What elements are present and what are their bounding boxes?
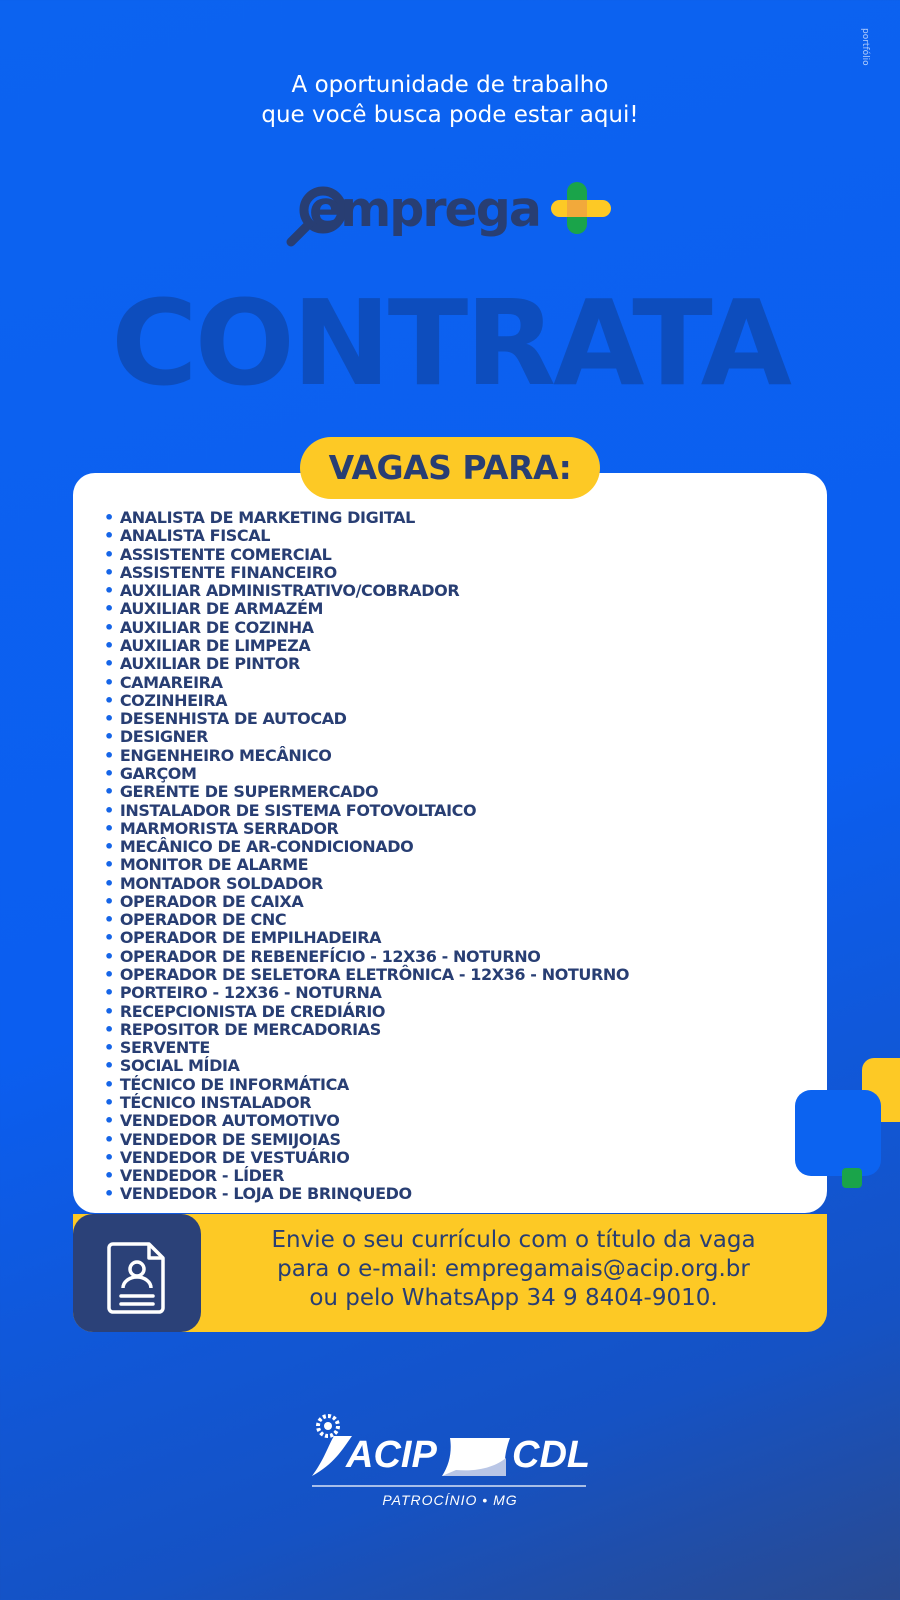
job-list-item: [104, 783, 629, 801]
job-list-item: [104, 893, 629, 911]
bullet-icon: •: [104, 1184, 114, 1204]
job-title: GERENTE DE SUPERMERCADO: [119, 782, 379, 802]
bullet-icon: •: [104, 672, 114, 692]
job-list-item: [104, 765, 629, 783]
bullet-icon: •: [104, 1147, 114, 1167]
job-list-item: [104, 1057, 629, 1075]
bullet-icon: •: [104, 965, 114, 985]
bullet-icon: •: [104, 745, 114, 765]
contact-line-1: Envie o seu currículo com o título da vaga: [271, 1227, 756, 1253]
job-list-item: [104, 802, 629, 820]
portfolio-watermark: portfólio: [860, 28, 870, 66]
job-list-item: [104, 1003, 629, 1021]
contrata-headline: CONTRATA: [111, 274, 789, 412]
acip-wordmark: ACIP: [346, 1434, 437, 1476]
job-title: TÉCNICO INSTALADOR: [119, 1093, 312, 1112]
job-list: [104, 509, 629, 1204]
bullet-icon: •: [104, 983, 114, 1003]
job-list-item: [104, 966, 629, 984]
bullet-icon: •: [104, 508, 114, 527]
job-list-item: [104, 1112, 629, 1130]
job-title: CAMAREIRA: [119, 672, 223, 692]
job-title: MECÂNICO DE AR-CONDICIONADO: [119, 837, 414, 857]
bullet-icon: •: [104, 654, 114, 674]
job-list-item: [104, 600, 629, 618]
bullet-icon: •: [104, 1001, 114, 1021]
job-title: VENDEDOR - LÍDER: [119, 1166, 285, 1186]
job-list-item: [104, 1076, 629, 1094]
job-list-item: [104, 582, 629, 600]
job-title: SOCIAL MÍDIA: [119, 1056, 240, 1076]
bullet-icon: •: [104, 562, 114, 582]
job-title: MONTADOR SOLDADOR: [119, 873, 323, 893]
bullet-icon: •: [104, 1129, 114, 1149]
job-title: VENDEDOR DE SEMIJOIAS: [119, 1129, 341, 1149]
footer-location: PATROCÍNIO • MG: [382, 1492, 518, 1508]
job-title: AUXILIAR DE LIMPEZA: [119, 635, 311, 655]
job-list-item: [104, 747, 629, 765]
job-title: ENGENHEIRO MECÂNICO: [119, 745, 332, 765]
bullet-icon: •: [104, 617, 114, 637]
job-list-item: [104, 948, 629, 966]
job-title: MONITOR DE ALARME: [119, 855, 309, 875]
job-list-item: [104, 1149, 629, 1167]
job-list-item: [104, 929, 629, 947]
job-list-item: [104, 984, 629, 1002]
job-title: TÉCNICO DE INFORMÁTICA: [119, 1074, 349, 1094]
bullet-icon: •: [104, 928, 114, 948]
job-title: OPERADOR DE REBENEFÍCIO - 12X36 - NOTURNO: [119, 946, 541, 966]
job-list-item: [104, 838, 629, 856]
bullet-icon: •: [104, 1074, 114, 1094]
emprega-wordmark: emprega: [309, 182, 540, 238]
job-list-item: [104, 1131, 629, 1149]
gear-icon: [318, 1416, 338, 1436]
job-list-item: [104, 856, 629, 874]
job-list-item: [104, 1185, 629, 1203]
bullet-icon: •: [104, 1038, 114, 1058]
bullet-icon: •: [104, 1019, 114, 1039]
job-list-item: [104, 710, 629, 728]
job-title: AUXILIAR DE ARMAZÉM: [119, 599, 324, 619]
bullet-icon: •: [104, 782, 114, 802]
bullet-icon: •: [104, 946, 114, 966]
job-title: ANALISTA FISCAL: [119, 526, 271, 546]
job-list-item: [104, 1021, 629, 1039]
bullet-icon: •: [104, 544, 114, 564]
bullet-icon: •: [104, 855, 114, 875]
plus-icon: [551, 182, 611, 234]
bullet-icon: •: [104, 599, 114, 619]
job-list-item: [104, 564, 629, 582]
job-title: AUXILIAR ADMINISTRATIVO/COBRADOR: [119, 581, 460, 601]
job-list-item: [104, 546, 629, 564]
cdl-wordmark: CDL: [512, 1434, 590, 1476]
contact-instructions: [200, 1226, 827, 1313]
bullet-icon: •: [104, 800, 114, 820]
bullet-icon: •: [104, 873, 114, 893]
bullet-icon: •: [104, 690, 114, 710]
job-list-item: [104, 674, 629, 692]
bullet-icon: •: [104, 818, 114, 838]
contact-line-3: ou pelo WhatsApp 34 9 8404-9010.: [309, 1285, 718, 1311]
job-title: AUXILIAR DE COZINHA: [119, 617, 314, 637]
bullet-icon: •: [104, 763, 114, 783]
resume-icon: [73, 1214, 201, 1332]
job-list-item: [104, 527, 629, 545]
job-title: RECEPCIONISTA DE CREDIÁRIO: [119, 1001, 386, 1021]
job-title: ASSISTENTE FINANCEIRO: [119, 562, 337, 582]
job-title: OPERADOR DE SELETORA ELETRÔNICA - 12X36 - NOTURNO: [119, 965, 630, 985]
job-title: GARÇOM: [119, 763, 197, 783]
contact-line-2: para o e-mail: empregamais@acip.org.br: [277, 1256, 750, 1282]
tagline-line-1: A oportunidade de trabalho: [291, 72, 609, 98]
bullet-icon: •: [104, 709, 114, 729]
job-title: VENDEDOR AUTOMOTIVO: [119, 1111, 340, 1131]
job-list-item: [104, 1094, 629, 1112]
job-title: ANALISTA DE MARKETING DIGITAL: [119, 508, 415, 527]
job-list-item: [104, 509, 629, 527]
job-list-item: [104, 875, 629, 893]
job-title: REPOSITOR DE MERCADORIAS: [119, 1019, 381, 1039]
bullet-icon: •: [104, 581, 114, 601]
job-title: VENDEDOR - LOJA DE BRINQUEDO: [119, 1184, 412, 1204]
bullet-icon: •: [104, 526, 114, 546]
bullet-icon: •: [104, 1093, 114, 1112]
job-title: MARMORISTA SERRADOR: [119, 818, 339, 838]
job-list-item: [104, 728, 629, 746]
bullet-icon: •: [104, 1166, 114, 1186]
job-title: PORTEIRO - 12X36 - NOTURNA: [119, 983, 382, 1003]
job-list-item: [104, 692, 629, 710]
job-list-item: [104, 1039, 629, 1057]
bullet-icon: •: [104, 635, 114, 655]
job-list-item: [104, 637, 629, 655]
bullet-icon: •: [104, 1056, 114, 1076]
bullet-icon: •: [104, 1111, 114, 1131]
bullet-icon: •: [104, 837, 114, 857]
job-title: OPERADOR DE CNC: [119, 910, 287, 930]
job-title: DESIGNER: [119, 727, 209, 747]
job-list-item: [104, 1167, 629, 1185]
acip-cdl-logo: [310, 1410, 590, 1510]
bullet-icon: •: [104, 891, 114, 911]
job-title: OPERADOR DE EMPILHADEIRA: [119, 928, 382, 948]
deco-green-square: [842, 1168, 862, 1188]
job-list-item: [104, 911, 629, 929]
emprega-mais-logo: [285, 182, 615, 248]
job-list-item: [104, 655, 629, 673]
tagline: [0, 70, 900, 130]
job-title: VENDEDOR DE VESTUÁRIO: [119, 1147, 350, 1167]
resume-icon-box: [73, 1214, 201, 1332]
vagas-title: VAGAS PARA:: [300, 437, 600, 499]
tagline-line-2: que você busca pode estar aqui!: [261, 102, 639, 128]
job-title: COZINHEIRA: [119, 690, 228, 710]
job-list-item: [104, 619, 629, 637]
job-title: ASSISTENTE COMERCIAL: [119, 544, 332, 564]
bullet-icon: •: [104, 910, 114, 930]
job-list-item: [104, 820, 629, 838]
deco-blue-square: [795, 1090, 881, 1176]
job-title: AUXILIAR DE PINTOR: [119, 654, 300, 674]
bullet-icon: •: [104, 727, 114, 747]
job-title: DESENHISTA DE AUTOCAD: [119, 709, 347, 729]
job-title: INSTALADOR DE SISTEMA FOTOVOLTAICO: [119, 800, 477, 820]
job-title: OPERADOR DE CAIXA: [119, 891, 304, 911]
job-title: SERVENTE: [119, 1038, 210, 1058]
